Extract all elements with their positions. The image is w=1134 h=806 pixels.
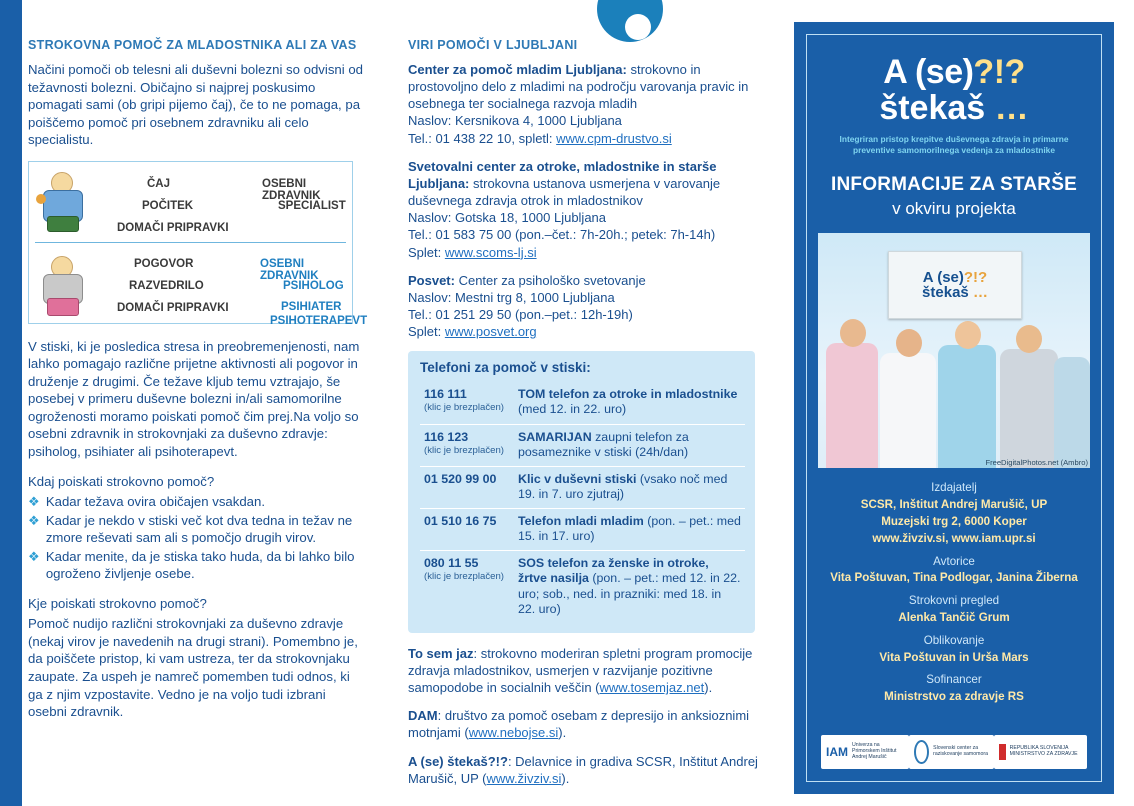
resource-web-label: Splet: xyxy=(408,244,445,260)
publisher-name: SCSR, Inštitut Andrej Marušič, UP xyxy=(860,498,1048,512)
scsr-text: Slovenski center za raziskovanje samomora xyxy=(933,745,988,757)
list-item xyxy=(28,512,363,547)
resource-entry-svetovalni-center xyxy=(408,158,758,261)
resource-link[interactable]: www.posvet.org xyxy=(444,324,537,340)
table-cell-osebni-zdravnik-1: OSEBNI ZDRAVNIK xyxy=(262,177,321,202)
resource-desc-end: ). xyxy=(561,770,570,786)
resource-desc: strokovna ustanova usmerjena v varovanje duševnega zdravja otrok in mladostnikov xyxy=(408,175,721,209)
table-row xyxy=(420,509,745,551)
cover-panel-inner xyxy=(806,34,1102,782)
resource-tel: Tel.: 01 438 22 10, spletl: xyxy=(408,130,557,146)
column-left-paragraph-3: Pomoč nudijo različni strokovnjaki za duševno zdravje (nekaj virov je navedenih na drugi strani). Pomembno je, da poiščete pristop, ki vam ustreza, ter da strokovnjaku zaupate. Za uspeh je namreč pomemben tudi odnos, ki ga z njim vzpostavite. Vedno je na voljo tudi izbrani osebni zdravnik. xyxy=(28,616,358,720)
resource-desc: : strokovno moderiran spletni program promocije zdravja mladostnikov, usmerjen v razvijanje pozitivne samopodobe in socialnih veščin ( xyxy=(408,645,753,696)
helpline-number xyxy=(420,424,514,466)
table-cell-domaci-pripravki-2: DOMAČI PRIPRAVKI xyxy=(117,301,229,314)
resource-desc-end: ). xyxy=(558,725,567,741)
helpline-number xyxy=(420,466,514,508)
resource-entry-dam xyxy=(408,707,758,741)
photo-sign-line-1 xyxy=(923,270,987,285)
decorative-circle-dot xyxy=(625,14,651,40)
helpline-hours: zaupni telefon za posameznike v stiski (24h/dan) xyxy=(518,429,689,459)
list-item xyxy=(28,493,363,511)
helpline-number xyxy=(420,551,514,623)
logo-text-dots: … xyxy=(994,89,1029,127)
help-levels-figure xyxy=(28,161,368,327)
helpline-title: Telefon mladi mladim xyxy=(518,514,644,529)
resource-link[interactable]: www.scoms-lj.si xyxy=(444,244,537,260)
logo-ministry xyxy=(994,735,1087,769)
resource-name: Center za pomoč mladim Ljubljana: xyxy=(408,62,627,77)
left-edge-strip xyxy=(0,0,22,806)
ministry-text: REPUBLIKA SLOVENIJA MINISTRSTVO ZA ZDRAVJE xyxy=(1009,745,1078,757)
helpline-description xyxy=(514,382,745,424)
logo-iam xyxy=(821,735,909,769)
helpline-number xyxy=(420,382,514,424)
helpline-number xyxy=(420,509,514,551)
list-item-label: Kadar menite, da je stiska tako huda, da bi lahko bilo ogroženo življenje osebe. xyxy=(45,548,355,582)
column-left xyxy=(28,38,368,733)
resource-link[interactable]: www.tosemjaz.net xyxy=(599,680,705,696)
helpline-number-value: 080 11 55 xyxy=(424,556,479,571)
logo-text-a-se: A (se) xyxy=(883,53,974,91)
table-cell-caj: ČAJ xyxy=(147,177,171,190)
helpline-description xyxy=(514,509,745,551)
resource-entry-astekas xyxy=(408,753,758,787)
resource-name: A (se) štekaš?!? xyxy=(408,753,508,769)
list-item-label: Kadar težava ovira običajen vsakdan. xyxy=(45,494,266,510)
resource-entry-tosemjaz xyxy=(408,645,758,696)
funder-name: Ministrstvo za zdravje RS xyxy=(884,690,1024,704)
column-middle-title: VIRI POMOČI V LJUBLJANI xyxy=(408,38,578,52)
design-names: Vita Poštuvan in Urša Mars xyxy=(879,650,1029,664)
column-left-paragraph-1: Načini pomoči ob telesni ali duševni bolezni so odvisni od težavnosti bolezni. Običajno si najprej poskusimo pomagati sami (ob gripi pijemo čaj), če to ne pomaga, pa poiščemo pomoč pri osebnem zdravniku ali celo specialistu. xyxy=(28,62,364,148)
helpline-free-note: (klic je brezplačen) xyxy=(424,571,504,583)
resource-address: Naslov: Gotska 18, 1000 Ljubljana xyxy=(408,210,607,226)
photo-sign-line-2 xyxy=(922,285,988,300)
funder-label: Sofinancer xyxy=(926,673,982,687)
helpline-number-value: 01 510 16 75 xyxy=(424,514,497,529)
resource-desc: : društvo za pomoč osebam z depresijo in anksioznimi motnjami ( xyxy=(408,708,750,741)
resource-address: Naslov: Mestni trg 8, 1000 Ljubljana xyxy=(408,289,615,305)
resource-link[interactable]: www.cpm-drustvo.si xyxy=(556,130,672,146)
cover-photo xyxy=(818,233,1090,468)
authors-label: Avtorice xyxy=(933,554,975,568)
table-row xyxy=(420,551,745,623)
bullet-icon: ❖ xyxy=(28,512,40,528)
helpline-title: SOS telefon za ženske in otroke, žrtve nasilja xyxy=(518,556,709,586)
table-cell-pogovor: POGOVOR xyxy=(134,257,194,270)
logo-text-stekas: štekaš xyxy=(879,89,986,127)
resource-entry-posvet xyxy=(408,272,758,341)
iam-text: Univerza na Primorskem Inštitut Andrej Marušič xyxy=(852,742,897,760)
when-to-seek-help-list xyxy=(28,493,363,583)
cover-subheading: v okviru projekta xyxy=(892,199,1016,219)
publisher-web: www.živziv.si, www.iam.upr.si xyxy=(872,531,1036,545)
photo-person-3 xyxy=(938,345,996,468)
coat-of-arms-icon xyxy=(999,744,1006,760)
helpline-title: SAMARIJAN xyxy=(518,429,592,444)
resource-name: Posvet: xyxy=(408,272,455,288)
table-cell-specialist: SPECIALIST xyxy=(278,199,346,212)
helpline-number-value: 116 111 xyxy=(424,387,467,402)
table-row xyxy=(420,382,745,424)
bullet-icon: ❖ xyxy=(28,548,40,564)
table-cell-psihiater: PSIHIATER xyxy=(281,300,342,313)
helpline-hours: (vsako noč med 19. in 7. uro zjutraj) xyxy=(518,471,728,501)
helpline-description xyxy=(514,424,745,466)
logo-line-2 xyxy=(807,91,1101,126)
illustration-sick-person xyxy=(35,170,97,232)
publisher-label: Izdajatelj xyxy=(931,481,977,495)
resource-desc-end: ). xyxy=(704,680,713,696)
resource-tel: Tel.: 01 251 29 50 (pon.–pet.: 12h-19h) xyxy=(408,307,633,323)
helpline-hours: (pon. – pet.: med 12. in 22. uro; sob., ned. in prazniki: med 18. in 22. uro) xyxy=(518,571,741,616)
resource-desc: strokovno in prostovoljno delo z mladimi na področju varovanja pravic in osebnega ter socialnega razvoja mladih xyxy=(408,62,749,112)
bullet-icon: ❖ xyxy=(28,494,40,510)
table-row xyxy=(420,466,745,508)
logo-tagline: Integriran pristop krepitve duševnega zdravja in primarne preventive samomorilnega vedenja za mladostnike xyxy=(839,133,1069,156)
helpline-number-value: 01 520 99 00 xyxy=(424,471,497,486)
cover-panel xyxy=(794,22,1114,794)
table-cell-psihoterapevt: PSIHOTERAPEVT xyxy=(270,314,368,327)
resource-tel: Tel.: 01 583 75 00 (pon.–čet.: 7h-20h.; petek: 7h-14h) xyxy=(408,227,716,243)
resource-name: To sem jaz xyxy=(408,645,474,661)
resource-desc: : Delavnice in gradiva SCSR, Inštitut Andrej Marušič, UP ( xyxy=(408,753,758,786)
resource-desc: Center za psihološko svetovanje xyxy=(454,272,646,288)
when-to-seek-help-title: Kdaj poiskati strokovno pomoč? xyxy=(28,473,215,489)
cover-heading: INFORMACIJE ZA STARŠE xyxy=(831,174,1077,196)
table-row xyxy=(420,424,745,466)
helpline-table-title: Telefoni za pomoč v stiski: xyxy=(420,360,591,376)
project-logo xyxy=(807,55,1101,156)
photo-person-2 xyxy=(880,353,936,468)
table-cell-psiholog: PSIHOLOG xyxy=(283,279,344,292)
resource-link[interactable]: www.živziv.si xyxy=(486,770,562,786)
photo-sign xyxy=(888,251,1022,319)
photo-person-1 xyxy=(826,343,878,468)
column-middle xyxy=(408,38,758,798)
table-cell-razvedrilo: RAZVEDRILO xyxy=(129,279,204,292)
photo-sign-a-se: A (se) xyxy=(922,269,964,287)
helpline-free-note: (klic je brezplačen) xyxy=(424,444,504,456)
review-name: Alenka Tančič Grum xyxy=(898,610,1010,624)
table-cell-domaci-pripravki-1: DOMAČI PRIPRAVKI xyxy=(117,221,229,234)
resource-name: DAM xyxy=(408,708,438,724)
resource-entry-cpm xyxy=(408,61,758,147)
helpline-table xyxy=(408,351,755,633)
photo-sign-question: ?!? xyxy=(963,269,988,287)
resource-web-label: Splet: xyxy=(408,324,445,340)
table-cell-osebni-zdravnik-2: OSEBNI ZDRAVNIK xyxy=(260,257,319,282)
logo-text-question: ?!? xyxy=(973,53,1025,91)
iam-mark: IAM xyxy=(826,745,848,759)
scsr-circle-icon xyxy=(914,740,929,764)
review-label: Strokovni pregled xyxy=(908,594,1000,608)
where-to-seek-help-title: Kje poiskati strokovno pomoč? xyxy=(28,595,207,611)
logo-scsr xyxy=(909,735,994,769)
helpline-title: TOM telefon za otroke in mladostnike xyxy=(518,387,738,402)
publication-info xyxy=(807,480,1101,706)
table-cell-pocitek: POČITEK xyxy=(142,199,194,212)
helpline-number-value: 116 123 xyxy=(424,429,469,444)
helpline-title: Klic v duševni stiski xyxy=(518,471,637,486)
partner-logos xyxy=(807,735,1101,769)
helpline-rows xyxy=(420,382,745,623)
resource-name: Svetovalni center za otroke, mladostnike in starše Ljubljana: xyxy=(408,158,717,191)
resource-link[interactable]: www.nebojse.si xyxy=(468,725,559,741)
photo-sign-stekas: štekaš xyxy=(922,284,969,302)
photo-person-5 xyxy=(1054,357,1090,468)
resource-address: Naslov: Kersnikova 4, 1000 Ljubljana xyxy=(408,113,622,129)
column-left-paragraph-2: V stiski, ki je posledica stresa in preobremenjenosti, nam lahko pomagajo različne prijetne aktivnosti ali pogovor in druženje z drugimi. Če težave kljub temu vztrajajo, še posebej v primeru duševne bolezni in/ali samomorilne ogroženosti moramo poiskati pomoč čim prej.Na voljo so osebni zdravnik in strokovnjaki za duševno zdravje: psiholog, psihiater ali psihoterapevt. xyxy=(28,338,360,460)
helpline-description xyxy=(514,551,745,623)
table-divider xyxy=(35,242,346,243)
column-left-title: STROKOVNA POMOČ ZA MLADOSTNIKA ALI ZA VAS xyxy=(28,38,357,52)
photo-sign-dots: … xyxy=(972,284,988,302)
helpline-description xyxy=(514,466,745,508)
publisher-address: Muzejski trg 2, 6000 Koper xyxy=(881,514,1027,528)
photo-credit: FreeDigitalPhotos.net (Ambro) xyxy=(985,458,1088,468)
list-item-label: Kadar je nekdo v stiski več kot dva tedna in težav ne zmore reševati sam ali s pomočjo drugih virov. xyxy=(45,512,353,546)
helpline-hours: (med 12. in 22. uro) xyxy=(518,402,627,417)
design-label: Oblikovanje xyxy=(923,633,985,647)
photo-person-4 xyxy=(1000,349,1058,468)
authors-names: Vita Poštuvan, Tina Podlogar, Janina Žiberna xyxy=(830,571,1078,585)
logo-line-1 xyxy=(807,55,1101,89)
helpline-hours: (pon. – pet.: med 15. in 17. uro) xyxy=(518,514,741,544)
list-item xyxy=(28,548,363,583)
illustration-sad-person xyxy=(35,254,97,316)
helpline-free-note: (klic je brezplačen) xyxy=(424,402,504,414)
